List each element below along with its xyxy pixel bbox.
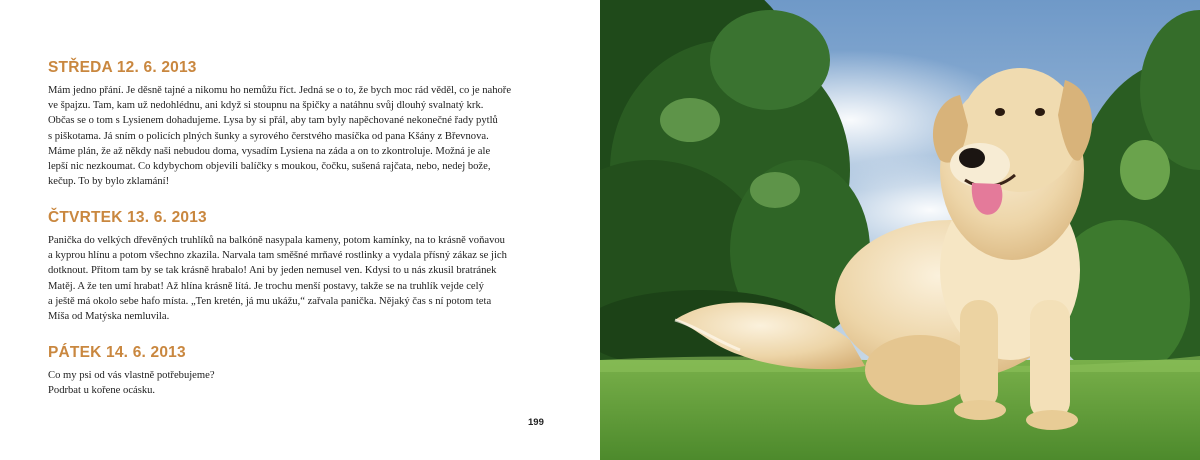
entry-heading: STŘEDA 12. 6. 2013 [48, 59, 197, 76]
photo-page [600, 0, 1200, 460]
entry-heading: PÁTEK 14. 6. 2013 [48, 344, 186, 361]
entry-text: Mám jedno přání. Je děsně tajné a nikomu ho nemůžu říct. Jedná se o to, že bych moc rád věděl, co je nahoře ve špajzu. Tam, kam už nedohlédnu, ani když si stoupnu na špičky a natáhnu svůj dlouhý svalnatý krk. Občas se o tom s Lysienem dohadujeme. Lysa by si přál, aby tam byly napěchované nekonečné řady pytlů s piškotama. Já sním o policích plných šunky a syrového čerstvého masíčka od pana Kšány z Břevnova. Máme plán, že až někdy naši nebudou doma, vysadím Lysiena na záda a on to zkontroluje. Možná je ale lepší nic nezkoumat. Co kdybychom objevili balíčky s moukou, čočku, sušená rajčata, nebo, nedej bože, kečup. To by bylo zklamání! [48, 85, 512, 188]
entry-text: Co my psi od vás vlastně potřebujeme? Podrbat u kořene ocásku. [48, 370, 215, 397]
entry-heading: ČTVRTEK 13. 6. 2013 [48, 209, 207, 226]
diary-entry-wednesday [48, 59, 548, 189]
page-number: 199 [528, 417, 544, 428]
diary-entry-friday [48, 344, 548, 398]
dog-photo [600, 0, 1200, 460]
diary-entry-thursday [48, 209, 548, 324]
entry-text: Panička do velkých dřevěných truhlíků na balkóně nasypala kameny, potom kamínky, na to krásně voňavou a kyprou hlínu a potom všechno zkazila. Narvala tam směšné mrňavé rostlinky a vydala přísný zákaz se jich dotknout. Přitom tam by se tak krásně hrabalo! Ani by jeden nemusel ven. Kdysi to u nás zkusil bratránek Matěj. A že ten umí hrabat! Až hlína krásně lítá. Je trochu menší postavy, takže se na truhlík vejde celý a ještě má okolo sebe hafo místa. „Ten kretén, já mu ukážu,“ zařvala panička. Nějaký čas s ní potom teta Míša od Matýska nemluvila. [48, 235, 507, 323]
